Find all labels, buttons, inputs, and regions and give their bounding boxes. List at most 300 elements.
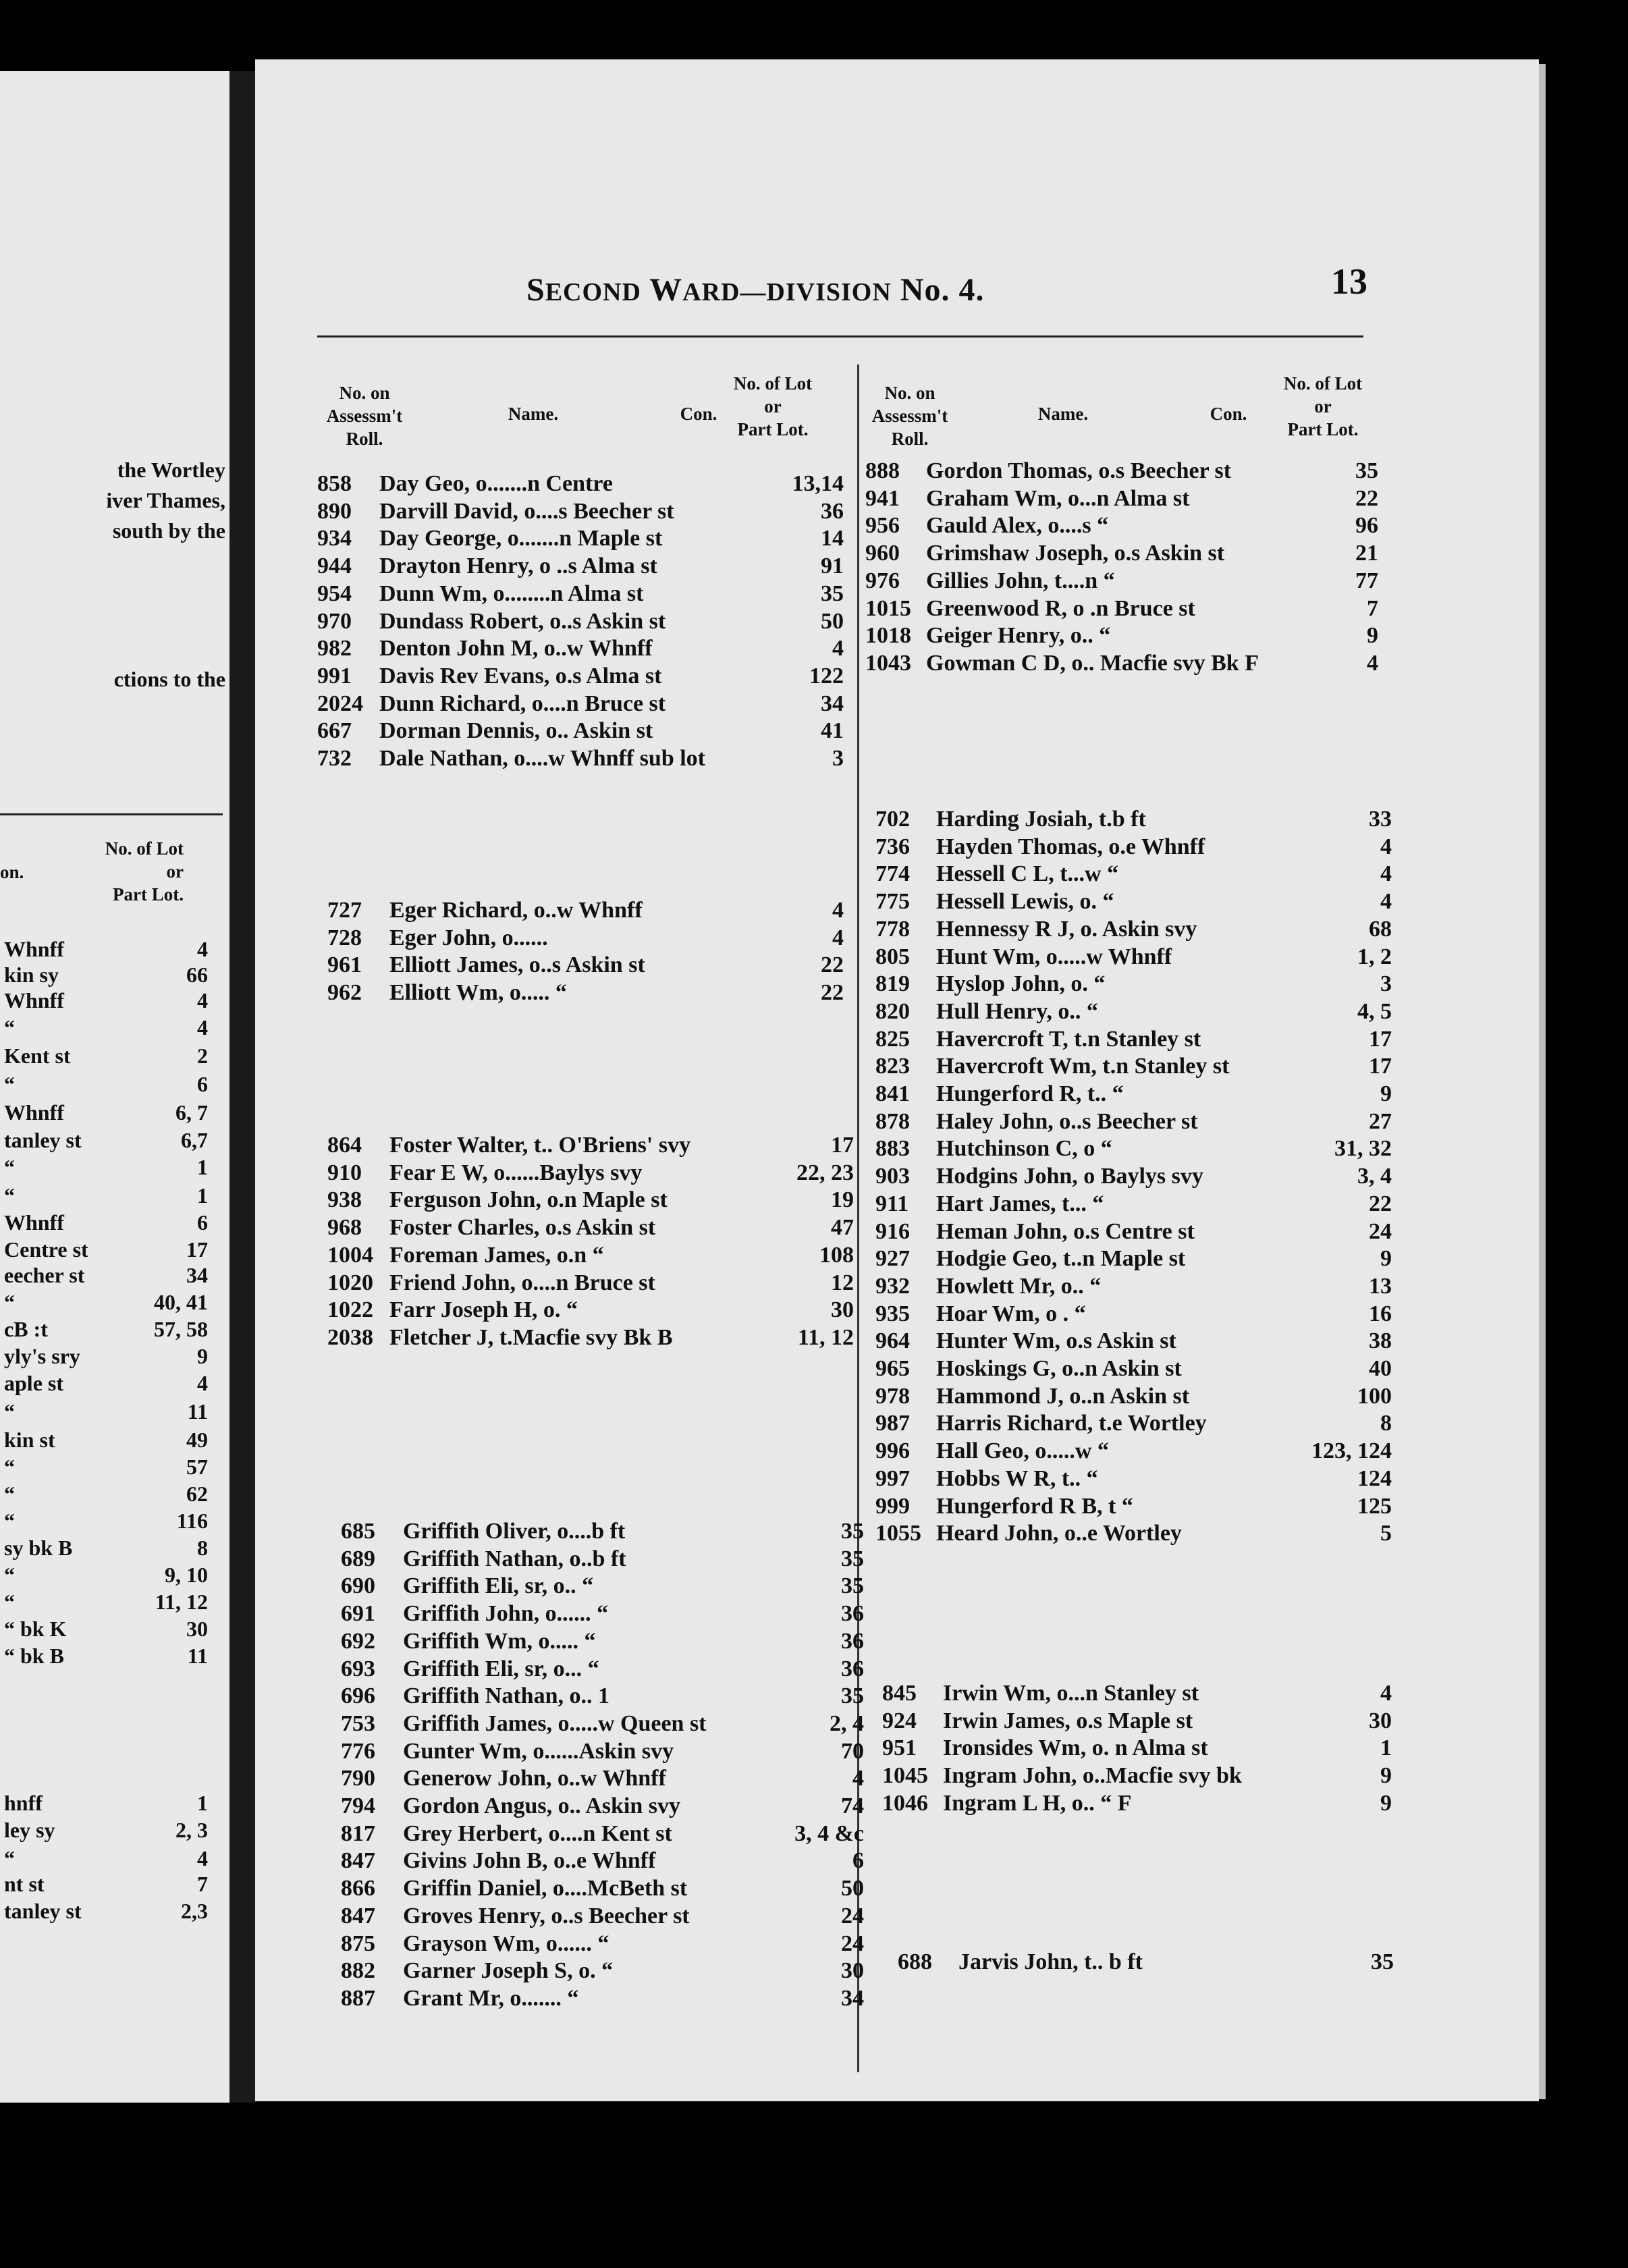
- roll-number: 932: [875, 1273, 910, 1299]
- roll-entry: [875, 1164, 1392, 1189]
- lot-number: 36: [841, 1601, 864, 1627]
- roll-number: 883: [875, 1136, 910, 1162]
- roll-number: 693: [341, 1656, 375, 1681]
- entry-name-con: Davis Rev Evans, o.s Alma st: [379, 663, 662, 688]
- roll-number: 1018: [865, 623, 911, 649]
- roll-number: 1022: [327, 1297, 373, 1323]
- facing-page-fragment: the Wortley iver Thames, south by the ctions to the on. No. of Lot or Part Lot. Whnff 4 kin sy 66 Whnff 4 “ 4 Kent st 2 “ 6 Whnff 6, 7 tanley st 6,7 “ 1 “ 1 Whnff 6 Centre st 17 eecher st 34 “ 40, 41 cB :t 57, 58 yly's sry 9 aple st 4 “ 11 kin st 49 “ 57 “ 62 “ 116 sy bk B 8 “ 9, 10 “ 11, 12 “ bk K 30 “ bk B 11 hnff 1 ley sy 2, 3 “ 4 nt st 7 tanley st 2,3: [0, 71, 229, 2103]
- roll-number: 794: [341, 1793, 375, 1818]
- roll-number: 924: [882, 1708, 917, 1733]
- lot-number: 9: [1380, 1763, 1392, 1789]
- roll-entry: [341, 1573, 864, 1599]
- facing-page-text: the Wortley: [117, 458, 225, 482]
- col-header-roll: No. on Assessm't Roll.: [871, 383, 948, 449]
- lot-number: 35: [841, 1683, 864, 1709]
- col-header-lot: No. of Lot or Part Lot.: [1283, 373, 1363, 439]
- roll-number: 1046: [882, 1790, 928, 1816]
- entry-name-con: Ingram L H, o.. “ F: [943, 1790, 1132, 1816]
- entry-name-con: Hodgie Geo, t..n Maple st: [936, 1246, 1186, 1272]
- roll-number: 970: [317, 608, 352, 634]
- roll-entry: [882, 1791, 1392, 1816]
- lot-number: 9: [1380, 1790, 1392, 1816]
- roll-number: 999: [875, 1493, 910, 1519]
- roll-number: 927: [875, 1246, 910, 1272]
- roll-number: 964: [875, 1328, 910, 1354]
- lot-number: 36: [821, 498, 844, 524]
- entry-name-con: Griffith Eli, sr, o.. “: [403, 1573, 594, 1599]
- lot-number: 4: [1380, 861, 1392, 887]
- facing-page-text: south by the: [112, 518, 225, 543]
- roll-number: 888: [865, 458, 900, 483]
- entry-name-con: Havercroft T, t.n Stanley st: [936, 1026, 1201, 1052]
- roll-number: 887: [341, 1985, 375, 2011]
- entry-name-con: Hessell Lewis, o. “: [936, 889, 1114, 915]
- lot-number: 4: [1367, 650, 1378, 676]
- roll-entry: [875, 917, 1392, 942]
- roll-entry: [875, 944, 1392, 970]
- roll-number: 823: [875, 1054, 910, 1079]
- roll-entry: [882, 1735, 1392, 1761]
- facing-page-text: iver Thames,: [106, 488, 225, 512]
- entry-name-con: Howlett Mr, o.. “: [936, 1273, 1102, 1299]
- roll-number: 965: [875, 1356, 910, 1381]
- roll-entry: [341, 1904, 864, 1929]
- entry-name-con: Griffith Oliver, o....b ft: [403, 1519, 626, 1544]
- roll-number: 775: [875, 889, 910, 915]
- lot-number: 122: [809, 663, 844, 688]
- roll-entry: [865, 596, 1378, 622]
- entry-name-con: Day George, o.......n Maple st: [379, 526, 663, 551]
- entry-name-con: Foreman James, o.n “: [389, 1242, 604, 1268]
- roll-number: 866: [341, 1876, 375, 1901]
- lot-number: 68: [1369, 916, 1392, 942]
- lot-number: 24: [1369, 1218, 1392, 1244]
- lot-number: 1: [1380, 1735, 1392, 1761]
- roll-number: 987: [875, 1411, 910, 1436]
- lot-number: 50: [821, 608, 844, 634]
- roll-entry: [875, 1219, 1392, 1245]
- entry-name-con: Jarvis John, t.. b ft: [958, 1949, 1143, 1974]
- entry-name-con: Harding Josiah, t.b ft: [936, 807, 1146, 832]
- entry-name-con: Hutchinson C, o “: [936, 1136, 1112, 1162]
- header-rule: [317, 335, 1363, 338]
- roll-entry: [875, 1246, 1392, 1272]
- roll-number: 978: [875, 1383, 910, 1409]
- roll-entry: [865, 513, 1378, 539]
- entry-name-con: Heard John, o..e Wortley: [936, 1521, 1182, 1546]
- lot-number: 50: [841, 1876, 864, 1901]
- roll-entry: [875, 999, 1392, 1025]
- roll-entry: [341, 1656, 864, 1682]
- roll-entry: [341, 1683, 864, 1709]
- lot-number: 17: [1369, 1054, 1392, 1079]
- entry-name-con: Hodgins John, o Baylys svy: [936, 1164, 1203, 1189]
- roll-number: 882: [341, 1958, 375, 1984]
- entry-name-con: Ferguson John, o.n Maple st: [389, 1187, 668, 1213]
- lot-number: 4, 5: [1357, 998, 1392, 1024]
- entry-name-con: Ironsides Wm, o. n Alma st: [943, 1735, 1208, 1761]
- roll-entry: [875, 1136, 1392, 1162]
- roll-entry: [875, 889, 1392, 915]
- entry-name-con: Gauld Alex, o....s “: [926, 513, 1109, 539]
- lot-number: 4: [1380, 834, 1392, 859]
- col-header-name: Name.: [508, 404, 559, 424]
- col-header-con: Con.: [680, 404, 717, 424]
- entry-name-con: Irwin Wm, o...n Stanley st: [943, 1681, 1199, 1706]
- lot-number: 30: [831, 1297, 854, 1323]
- entry-name-con: Geiger Henry, o.. “: [926, 623, 1111, 649]
- roll-entry: [327, 925, 844, 951]
- entry-name-con: Generow John, o..w Whnff: [403, 1766, 666, 1791]
- lot-number: 4: [1380, 889, 1392, 915]
- lot-number: 4: [832, 636, 844, 662]
- roll-number: 903: [875, 1164, 910, 1189]
- entry-name-con: Dorman Dennis, o.. Askin st: [379, 718, 653, 744]
- roll-entry: [341, 1766, 864, 1791]
- col-header-roll: No. on Assessm't Roll.: [326, 383, 403, 449]
- entry-name-con: Dunn Richard, o....n Bruce st: [379, 691, 666, 716]
- roll-entry: [341, 1958, 864, 1984]
- roll-entry: [875, 1494, 1392, 1519]
- lot-number: 21: [1355, 541, 1378, 566]
- roll-entry: [341, 1821, 864, 1847]
- roll-number: 790: [341, 1766, 375, 1791]
- col-header-con: Con.: [1210, 404, 1247, 424]
- lot-number: 4: [1380, 1681, 1392, 1706]
- roll-entry: [875, 1191, 1392, 1217]
- roll-entry: [875, 1356, 1392, 1382]
- roll-number: 778: [875, 916, 910, 942]
- roll-entry: [341, 1601, 864, 1627]
- lot-number: 22: [1355, 485, 1378, 511]
- roll-entry: [317, 691, 844, 717]
- roll-number: 960: [865, 541, 900, 566]
- lot-number: 17: [1369, 1026, 1392, 1052]
- roll-number: 2024: [317, 691, 363, 716]
- facing-page-header: on.: [0, 862, 24, 882]
- roll-entry: [327, 1325, 854, 1351]
- entry-name-con: Griffin Daniel, o....McBeth st: [403, 1876, 688, 1901]
- roll-entry: [327, 980, 844, 1006]
- roll-number: 819: [875, 971, 910, 997]
- roll-entry: [875, 1054, 1392, 1079]
- roll-entry: [875, 1521, 1392, 1546]
- entry-name-con: Grimshaw Joseph, o.s Askin st: [926, 541, 1225, 566]
- lot-number: 24: [841, 1931, 864, 1956]
- roll-entry: [327, 1243, 854, 1268]
- lot-number: 30: [841, 1958, 864, 1984]
- roll-number: 727: [327, 898, 362, 923]
- roll-number: 997: [875, 1465, 910, 1491]
- roll-entry: [875, 834, 1392, 860]
- lot-number: 19: [831, 1187, 854, 1213]
- page-edge: [1539, 64, 1546, 2099]
- lot-number: 91: [821, 554, 844, 579]
- roll-number: 692: [341, 1628, 375, 1654]
- facing-page-text: ctions to the: [113, 667, 225, 691]
- entry-name-con: Heman John, o.s Centre st: [936, 1218, 1195, 1244]
- entry-name-con: Hungerford R B, t “: [936, 1493, 1133, 1519]
- roll-entry: [865, 458, 1378, 484]
- roll-number: 935: [875, 1301, 910, 1326]
- lot-number: 9: [1367, 623, 1378, 649]
- roll-entry: [341, 1519, 864, 1544]
- roll-entry: [882, 1763, 1392, 1789]
- roll-number: 825: [875, 1026, 910, 1052]
- entry-name-con: Givins John B, o..e Whnff: [403, 1848, 656, 1874]
- roll-entry: [875, 1466, 1392, 1492]
- entry-name-con: Grayson Wm, o...... “: [403, 1931, 609, 1956]
- roll-entry: [341, 1711, 864, 1737]
- entry-name-con: Denton John M, o..w Whnff: [379, 636, 653, 662]
- lot-number: 5: [1380, 1521, 1392, 1546]
- roll-entry: [875, 1384, 1392, 1409]
- roll-number: 938: [327, 1187, 362, 1213]
- lot-number: 36: [841, 1656, 864, 1681]
- roll-entry: [317, 471, 844, 497]
- roll-entry: [327, 898, 844, 923]
- lot-number: 3: [832, 746, 844, 771]
- entry-name-con: Hull Henry, o.. “: [936, 998, 1098, 1024]
- roll-entry: [341, 1848, 864, 1874]
- lot-number: 3, 4: [1357, 1164, 1392, 1189]
- roll-entry: [317, 664, 844, 689]
- lot-number: 30: [1369, 1708, 1392, 1733]
- lot-number: 125: [1357, 1493, 1392, 1519]
- lot-number: 4: [832, 925, 844, 950]
- lot-number: 24: [841, 1903, 864, 1928]
- lot-number: 35: [821, 580, 844, 606]
- entry-name-con: Dunn Wm, o........n Alma st: [379, 580, 644, 606]
- entry-name-con: Gowman C D, o.. Macfie svy Bk F: [926, 650, 1259, 676]
- lot-number: 36: [841, 1628, 864, 1654]
- roll-number: 841: [875, 1081, 910, 1106]
- roll-number: 996: [875, 1438, 910, 1464]
- lot-number: 34: [821, 691, 844, 716]
- lot-number: 3: [1380, 971, 1392, 997]
- lot-number: 74: [841, 1793, 864, 1818]
- roll-entry: [327, 1160, 854, 1186]
- entry-name-con: Griffith Nathan, o.. 1: [403, 1683, 609, 1709]
- roll-number: 954: [317, 580, 352, 606]
- entry-name-con: Fletcher J, t.Macfie svy Bk B: [389, 1324, 673, 1350]
- roll-number: 805: [875, 944, 910, 969]
- facing-page-rule: [0, 813, 223, 815]
- roll-number: 696: [341, 1683, 375, 1709]
- entry-name-con: Groves Henry, o..s Beecher st: [403, 1903, 690, 1928]
- lot-number: 6: [852, 1848, 864, 1874]
- lot-number: 123, 124: [1311, 1438, 1392, 1464]
- roll-number: 956: [865, 513, 900, 539]
- roll-entry: [317, 718, 844, 744]
- lot-number: 9: [1380, 1246, 1392, 1272]
- roll-entry: [341, 1931, 864, 1957]
- lot-number: 47: [831, 1215, 854, 1241]
- roll-number: 991: [317, 663, 352, 688]
- roll-entry: [875, 861, 1392, 887]
- lot-number: 9: [1380, 1081, 1392, 1106]
- entry-name-con: Hennessy R J, o. Askin svy: [936, 916, 1197, 942]
- entry-name-con: Gunter Wm, o......Askin svy: [403, 1738, 674, 1764]
- roll-entry: [865, 623, 1378, 649]
- roll-number: 691: [341, 1601, 375, 1627]
- lot-number: 35: [1371, 1949, 1394, 1974]
- roll-number: 910: [327, 1160, 362, 1185]
- lot-number: 2, 4: [830, 1710, 864, 1736]
- roll-number: 864: [327, 1133, 362, 1158]
- roll-entry: [341, 1546, 864, 1572]
- entry-name-con: Harris Richard, t.e Wortley: [936, 1411, 1207, 1436]
- lot-number: 96: [1355, 513, 1378, 539]
- entry-name-con: Hungerford R, t.. “: [936, 1081, 1124, 1106]
- lot-number: 27: [1369, 1108, 1392, 1134]
- entry-name-con: Hammond J, o..n Askin st: [936, 1383, 1190, 1409]
- entry-name-con: Hart James, t... “: [936, 1191, 1104, 1216]
- roll-number: 685: [341, 1519, 375, 1544]
- roll-entry: [327, 1215, 854, 1241]
- roll-number: 728: [327, 925, 362, 950]
- entry-name-con: Hoskings G, o..n Askin st: [936, 1356, 1182, 1381]
- page-number: 13: [1331, 261, 1367, 302]
- roll-number: 689: [341, 1546, 375, 1571]
- entry-name-con: Hunt Wm, o.....w Whnff: [936, 944, 1172, 969]
- roll-number: 1015: [865, 595, 911, 621]
- roll-entry: [317, 554, 844, 579]
- roll-entry: [882, 1681, 1392, 1706]
- entry-name-con: Grant Mr, o....... “: [403, 1985, 579, 2011]
- roll-entry: [327, 952, 844, 978]
- roll-entry: [317, 581, 844, 607]
- roll-entry: [875, 1411, 1392, 1436]
- lot-number: 35: [841, 1573, 864, 1599]
- roll-entry: [865, 541, 1378, 566]
- lot-number: 4: [852, 1766, 864, 1791]
- entry-name-con: Ingram John, o..Macfie svy bk: [943, 1763, 1242, 1789]
- lot-number: 22, 23: [796, 1160, 854, 1185]
- entry-name-con: Irwin James, o.s Maple st: [943, 1708, 1193, 1733]
- roll-number: 916: [875, 1218, 910, 1244]
- roll-entry: [327, 1187, 854, 1213]
- entry-name-con: Foster Charles, o.s Askin st: [389, 1215, 656, 1241]
- roll-entry: [317, 746, 844, 772]
- roll-entry: [327, 1133, 854, 1158]
- entry-name-con: Griffith John, o...... “: [403, 1601, 609, 1627]
- roll-number: 774: [875, 861, 910, 887]
- roll-entry: [875, 1438, 1392, 1464]
- roll-number: 753: [341, 1710, 375, 1736]
- lot-number: 4: [832, 898, 844, 923]
- roll-number: 732: [317, 746, 352, 771]
- entry-name-con: Hoar Wm, o . “: [936, 1301, 1086, 1326]
- lot-number: 38: [1369, 1328, 1392, 1354]
- entry-name-con: Hunter Wm, o.s Askin st: [936, 1328, 1176, 1354]
- lot-number: 77: [1355, 568, 1378, 593]
- entry-name-con: Griffith Nathan, o..b ft: [403, 1546, 626, 1571]
- page-title: SECOND WARD—DIVISION No. 4.: [526, 272, 985, 308]
- roll-number: 911: [875, 1191, 909, 1216]
- lot-number: 35: [841, 1546, 864, 1571]
- roll-entry: [317, 636, 844, 662]
- lot-number: 34: [841, 1985, 864, 2011]
- lot-number: 31, 32: [1334, 1136, 1392, 1162]
- roll-entry: [327, 1297, 854, 1323]
- roll-number: 968: [327, 1215, 362, 1241]
- lot-number: 1, 2: [1357, 944, 1392, 969]
- entry-name-con: Foster Walter, t.. O'Briens' svy: [389, 1133, 691, 1158]
- lot-number: 33: [1369, 807, 1392, 832]
- roll-number: 961: [327, 952, 362, 978]
- roll-number: 690: [341, 1573, 375, 1599]
- roll-number: 1045: [882, 1763, 928, 1789]
- roll-number: 878: [875, 1108, 910, 1134]
- lot-number: 12: [831, 1270, 854, 1295]
- roll-number: 890: [317, 498, 352, 524]
- entry-name-con: Grey Herbert, o....n Kent st: [403, 1820, 672, 1846]
- lot-number: 41: [821, 718, 844, 744]
- entry-name-con: Garner Joseph S, o. “: [403, 1958, 614, 1984]
- roll-number: 858: [317, 471, 352, 496]
- lot-number: 22: [1369, 1191, 1392, 1216]
- lot-number: 70: [841, 1738, 864, 1764]
- roll-number: 845: [882, 1681, 917, 1706]
- lot-number: 100: [1357, 1383, 1392, 1409]
- roll-entry: [317, 526, 844, 551]
- entry-name-con: Hayden Thomas, o.e Whnff: [936, 834, 1205, 859]
- roll-number: 702: [875, 807, 910, 832]
- entry-name-con: Hobbs W R, t.. “: [936, 1465, 1098, 1491]
- roll-number: 820: [875, 998, 910, 1024]
- roll-number: 817: [341, 1820, 375, 1846]
- entry-name-con: Havercroft Wm, t.n Stanley st: [936, 1054, 1230, 1079]
- roll-entry: [875, 807, 1392, 832]
- roll-number: 1020: [327, 1270, 373, 1295]
- roll-entry: [875, 1328, 1392, 1354]
- entry-name-con: Dale Nathan, o....w Whnff sub lot: [379, 746, 706, 771]
- roll-number: 667: [317, 718, 352, 744]
- roll-number: 847: [341, 1903, 375, 1928]
- lot-number: 3, 4 &c: [794, 1820, 864, 1846]
- roll-entry: [875, 1027, 1392, 1052]
- roll-entry: [865, 568, 1378, 594]
- entry-name-con: Hall Geo, o.....w “: [936, 1438, 1109, 1464]
- book-gutter: [229, 71, 256, 2103]
- entry-name-con: Eger John, o......: [389, 925, 548, 950]
- lot-number: 35: [1355, 458, 1378, 483]
- lot-number: 17: [831, 1133, 854, 1158]
- roll-entry: [341, 1739, 864, 1764]
- entry-name-con: Elliott James, o..s Askin st: [389, 952, 645, 978]
- entry-name-con: Eger Richard, o..w Whnff: [389, 898, 643, 923]
- entry-name-con: Friend John, o....n Bruce st: [389, 1270, 655, 1295]
- lot-number: 13,14: [792, 471, 844, 496]
- entry-name-con: Gordon Angus, o.. Askin svy: [403, 1793, 680, 1818]
- lot-number: 35: [841, 1519, 864, 1544]
- roll-entry: [898, 1949, 1394, 1975]
- lot-number: 108: [819, 1242, 854, 1268]
- roll-number: 1004: [327, 1242, 373, 1268]
- roll-entry: [875, 1081, 1392, 1107]
- entry-name-con: Haley John, o..s Beecher st: [936, 1108, 1198, 1134]
- roll-number: 982: [317, 636, 352, 662]
- entry-name-con: Darvill David, o....s Beecher st: [379, 498, 674, 524]
- roll-number: 1043: [865, 650, 911, 676]
- lot-number: 40: [1369, 1356, 1392, 1381]
- roll-entry: [875, 971, 1392, 997]
- entry-name-con: Hyslop John, o. “: [936, 971, 1106, 997]
- roll-number: 976: [865, 568, 900, 593]
- lot-number: 22: [821, 980, 844, 1006]
- entry-name-con: Griffith Eli, sr, o... “: [403, 1656, 599, 1681]
